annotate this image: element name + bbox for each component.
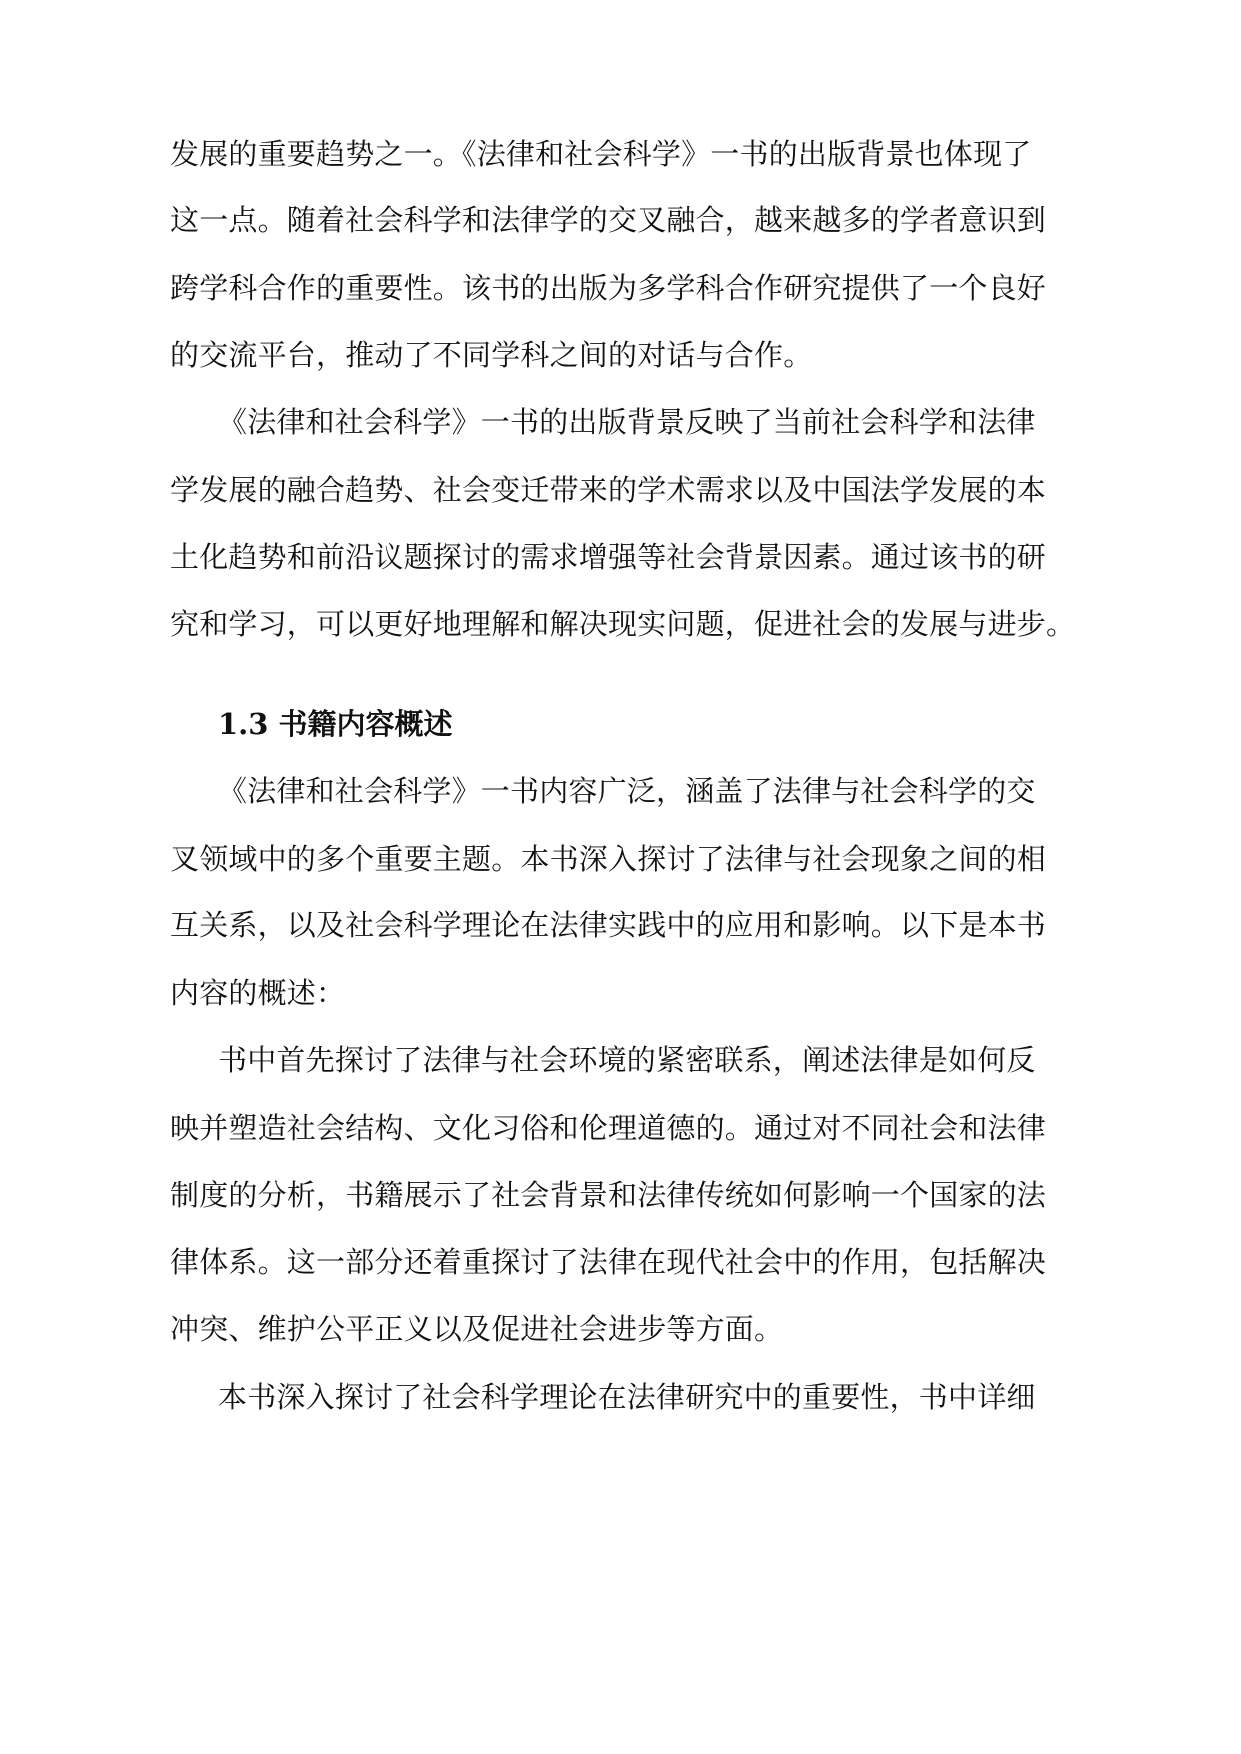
paragraph-4-line-3: 制度的分析，书籍展示了社会背景和法律传统如何影响一个国家的法 xyxy=(170,1178,1047,1212)
paragraph-1-line-3: 跨学科合作的重要性。该书的出版为多学科合作研究提供了一个良好 xyxy=(170,271,1047,305)
paragraph-1-line-4: 的交流平台，推动了不同学科之间的对话与合作。 xyxy=(170,338,813,372)
paragraph-3-line-2: 叉领域中的多个重要主题。本书深入探讨了法律与社会现象之间的相 xyxy=(170,842,1047,876)
paragraph-4-line-5: 冲突、维护公平正义以及促进社会进步等方面。 xyxy=(170,1312,784,1346)
paragraph-4-line-1: 书中首先探讨了法律与社会环境的紧密联系，阐述法律是如何反 xyxy=(218,1043,1036,1077)
paragraph-1-line-1: 发展的重要趋势之一。《法律和社会科学》一书的出版背景也体现了 xyxy=(170,137,1032,171)
paragraph-4-line-2: 映并塑造社会结构、文化习俗和伦理道德的。通过对不同社会和法律 xyxy=(170,1111,1047,1145)
paragraph-2-line-4: 究和学习，可以更好地理解和解决现实问题，促进社会的发展与进步。 xyxy=(170,607,1076,641)
paragraph-2-line-2: 学发展的融合趋势、社会变迁带来的学术需求以及中国法学发展的本 xyxy=(170,473,1047,507)
paragraph-3-line-4: 内容的概述： xyxy=(170,976,346,1010)
paragraph-3-line-3: 互关系，以及社会科学理论在法律实践中的应用和影响。以下是本书 xyxy=(170,908,1047,942)
paragraph-4-line-4: 律体系。这一部分还着重探讨了法律在现代社会中的作用，包括解决 xyxy=(170,1245,1047,1279)
paragraph-1-line-2: 这一点。随着社会科学和法律学的交叉融合，越来越多的学者意识到 xyxy=(170,203,1047,237)
paragraph-2-line-3: 土化趋势和前沿议题探讨的需求增强等社会背景因素。通过该书的研 xyxy=(170,540,1047,574)
paragraph-3-line-1: 《法律和社会科学》一书内容广泛，涵盖了法律与社会科学的交 xyxy=(218,774,1036,808)
paragraph-2-line-1: 《法律和社会科学》一书的出版背景反映了当前社会科学和法律 xyxy=(218,405,1036,439)
section-heading: 1.3 书籍内容概述 xyxy=(218,707,453,741)
paragraph-5-line-1: 本书深入探讨了社会科学理论在法律研究中的重要性，书中详细 xyxy=(218,1380,1036,1414)
